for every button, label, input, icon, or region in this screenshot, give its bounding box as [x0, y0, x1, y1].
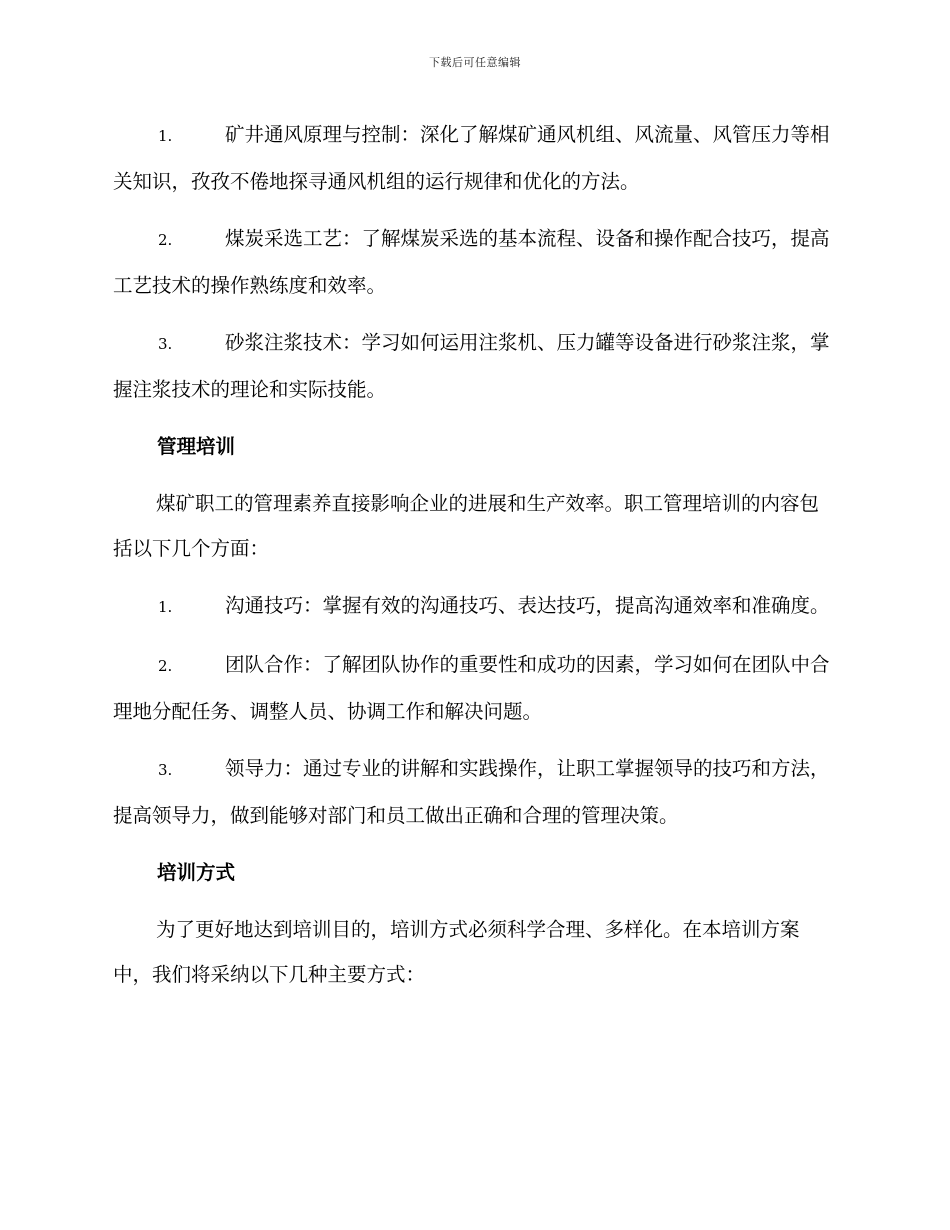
list-item — [113, 112, 835, 204]
list-item — [113, 320, 835, 412]
list-item-text: 砂浆注浆技术：学习如何运用注浆机、压力罐等设备进行砂浆注浆，掌握注浆技术的理论和实际技能。 — [113, 331, 830, 401]
document-body — [113, 112, 835, 1009]
list-item — [113, 642, 835, 734]
section-heading-management: 管理培训 — [157, 435, 236, 458]
list-item-text: 团队合作：了解团队协作的重要性和成功的因素，学习如何在团队中合理地分配任务、调整人员、协调工作和解决问题。 — [113, 653, 830, 723]
page-header: 下载后可任意编辑 — [429, 56, 521, 69]
list-number: 3. — [158, 335, 173, 353]
list-item-text: 沟通技巧：掌握有效的沟通技巧、表达技巧，提高沟通效率和准确度。 — [225, 594, 830, 617]
list-item-text: 领导力：通过专业的讲解和实践操作，让职工掌握领导的技巧和方法，提高领导力，做到能够对部门和员工做出正确和合理的管理决策。 — [113, 757, 830, 827]
list-number: 1. — [158, 598, 173, 616]
list-item — [113, 746, 835, 838]
list-number: 2. — [158, 657, 173, 675]
section-heading-methods: 培训方式 — [157, 861, 236, 884]
list-item — [113, 583, 835, 630]
list-number: 2. — [158, 231, 173, 249]
list-item — [113, 216, 835, 308]
list-item-text: 煤炭采选工艺：了解煤炭采选的基本流程、设备和操作配合技巧，提高工艺技术的操作熟练度和效率。 — [113, 227, 830, 297]
list-number: 1. — [158, 127, 173, 145]
section-intro-methods: 为了更好地达到培训目的，培训方式必须科学合理、多样化。在本培训方案中，我们将采纳以下几种主要方式： — [113, 918, 800, 986]
section-intro-management: 煤矿职工的管理素养直接影响企业的进展和生产效率。职工管理培训的内容包括以下几个方面： — [113, 492, 820, 560]
list-number: 3. — [158, 761, 173, 779]
list-item-text: 矿井通风原理与控制：深化了解煤矿通风机组、风流量、风管压力等相关知识，孜孜不倦地探寻通风机组的运行规律和优化的方法。 — [113, 123, 830, 193]
